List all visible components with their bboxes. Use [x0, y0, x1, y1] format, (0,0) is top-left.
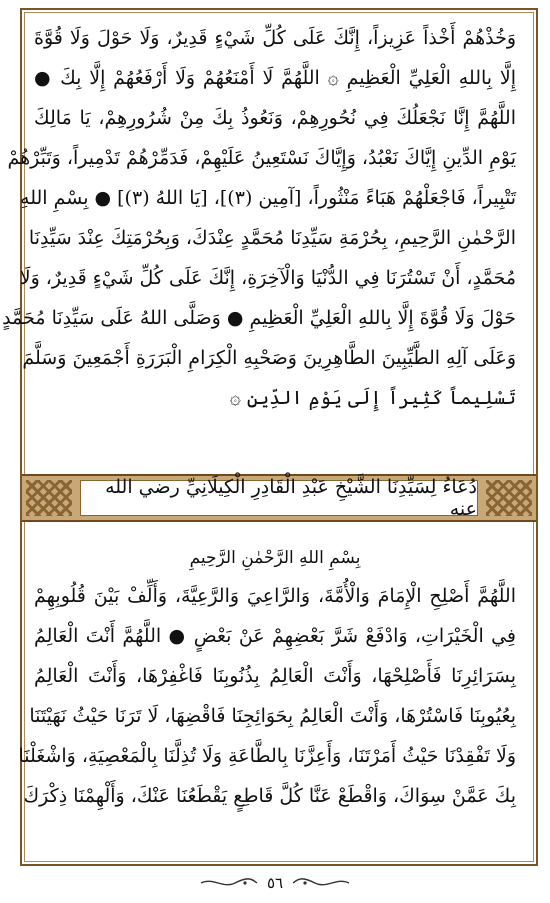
page-footer	[0, 870, 550, 896]
supplication-text-bottom	[18, 576, 516, 816]
text-line: وَعَلَى آلِهِ الطَّيِّبِينَ الطَّاهِرِينَ وَصَحْبِهِ الْكِرَامِ الْبَرَرَةِ أَجْمَعِينَ وَسَلَّمَ	[22, 347, 516, 369]
flourish-left-icon	[199, 876, 259, 890]
text-line: وَلَا تَفْقِدْنَا حَيْثُ أَمَرْتَنَا، وَأَعِزَّنَا بِالطَّاعَةِ وَلَا تُذِلَّنَا بِالْمَعْصِيَةِ، وَاشْغَلْنَا	[18, 745, 516, 767]
text-line: اللَّهُمَّ أَصْلِحِ الْإِمَامَ وَالْأُمَّةَ، وَالرَّاعِيَ وَالرَّعِيَّةَ، وَأَلِّفْ بَيْنَ قُلُوبِهِمْ	[34, 585, 516, 607]
text-line: تَتْبِيراً، فَاجْعَلْهُمْ هَبَاءً مَنْثُوراً، [آمِين (٣)]، [يَا اللهُ (٣)] ● بِسْمِ اللهِ	[20, 187, 516, 209]
basmala-calligraphy: بِسْمِ اللهِ الرَّحْمٰنِ الرَّحِيمِ	[189, 548, 361, 568]
ornament-pattern-right	[486, 480, 532, 516]
text-line: مُحَمَّدٍ، أَنْ تَسْتُرَنَا فِي الدُّنْيَا وَالْآخِرَةِ، إِنَّكَ عَلَى كُلِّ شَيْءٍ قَدِيرٌ، وَلَا	[19, 267, 516, 289]
section-title: دُعَاءُ لِسَيِّدِنَا الشَّيْخِ عَبْدِ الْقَادِرِ الْكِيلَانِيِّ رضي الله عنه	[80, 480, 478, 516]
text-line: بِسَرَائِرِنَا فَأَصْلِحْهَا، وَأَنْتَ الْعَالِمُ بِذُنُوبِنَا فَاغْفِرْهَا، وَأَنْتَ الْعَالِمُ	[34, 665, 516, 687]
text-line: يَوْمِ الدِّينِ إِيَّاكَ نَعْبُدُ، وَإِيَّاكَ نَسْتَعِينُ عَلَيْهِمْ، فَدَمِّرْهُمْ تَدْمِيراً، وَتَبِّرْهُمْ	[7, 147, 516, 169]
section-title-banner	[22, 474, 536, 522]
supplication-text-top	[2, 18, 516, 418]
text-line: الرَّحْمٰنِ الرَّحِيمِ، بِحُرْمَةِ سَيِّدِنَا مُحَمَّدٍ عِنْدَكَ، وَبِحُرْمَتِكَ عِنْدَ سَيِّدِنَا	[28, 227, 516, 249]
text-line: حَوْلَ وَلَا قُوَّةَ إِلَّا بِاللهِ الْعَلِيِّ الْعَظِيمِ ● وَصَلَّى اللهُ عَلَى سَيِّدِنَا مُحَمَّدٍ	[2, 307, 516, 329]
text-line: وَخُذْهُمْ أَخْذاً عَزِيزاً، إِنَّكَ عَلَى كُلِّ شَيْءٍ قَدِيرٌ، وَلَا حَوْلَ وَلَا قُوَّةَ	[34, 27, 516, 49]
text-line: بِعُيُوبِنَا فَاسْتُرْهَا، وَأَنْتَ الْعَالِمُ بِحَوَائِجِنَا فَاقْضِهَا، لَا تَرَنَا حَيْثُ نَهَيْتَنَا	[29, 705, 516, 727]
page-number: ٥٦	[266, 874, 284, 892]
text-line: بِكَ عَمَّنْ سِوَاكَ، وَاقْطَعْ عَنَّا كُلَّ قَاطِعٍ يَقْطَعُنَا عَنْكَ، وَأَلْهِمْنَا ذِكْرَكَ	[23, 785, 516, 807]
text-line: تَسْلِيماً كَثِيراً إِلَى يَوْمِ الدِّينِ ۞	[229, 387, 516, 409]
text-line: إِلَّا بِاللهِ الْعَلِيِّ الْعَظِيمِ ۞ اللَّهُمَّ لَا أَمْنَعُهُمْ وَلَا أَرْفَعُهُمْ إِلَّا بِكَ ●	[34, 67, 516, 89]
flourish-right-icon	[291, 876, 351, 890]
ornament-pattern-left	[26, 480, 72, 516]
text-line: فِي الْخَيْرَاتِ، وَادْفَعْ شَرَّ بَعْضِهِمْ عَنْ بَعْضٍ ● اللَّهُمَّ أَنْتَ الْعَالِمُ	[34, 625, 516, 647]
text-line: اللَّهُمَّ إِنَّا نَجْعَلُكَ فِي نُحُورِهِمْ، وَنَعُوذُ بِكَ مِنْ شُرُورِهِمْ، يَا مَالِكَ	[34, 107, 516, 129]
